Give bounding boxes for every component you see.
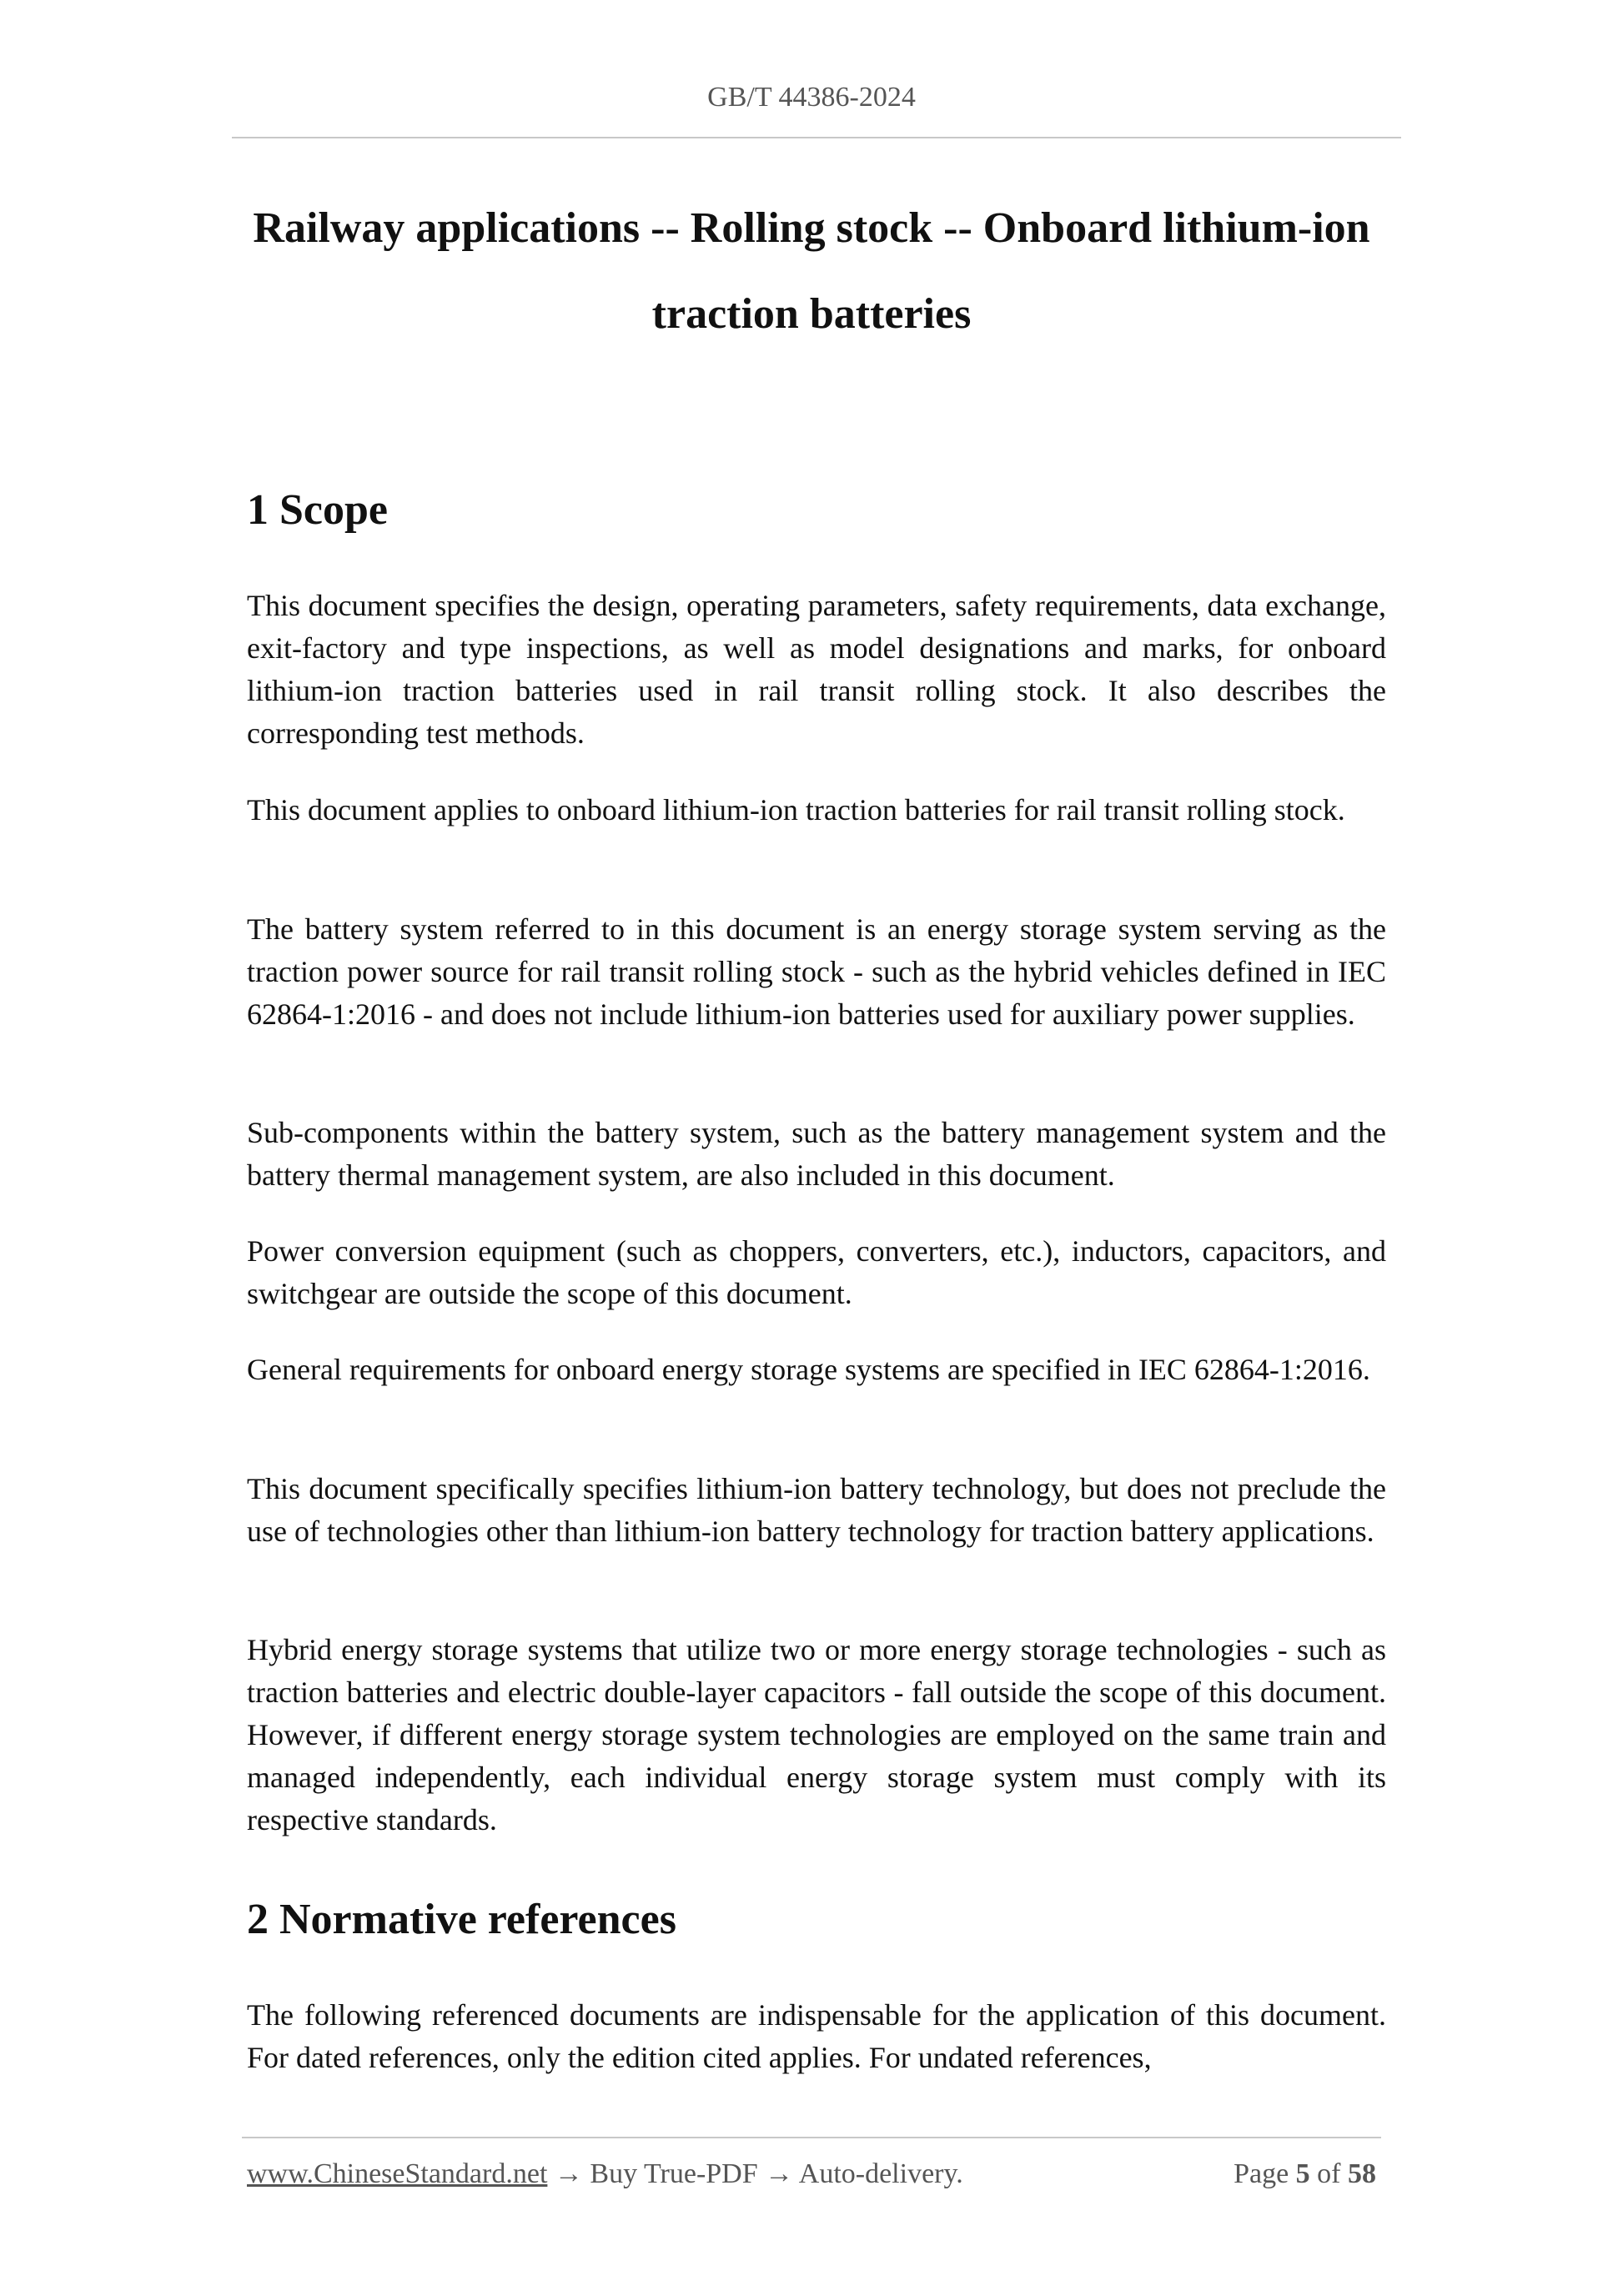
footer-divider: [242, 2137, 1381, 2138]
scope-paragraph-5: Power conversion equipment (such as choppers, converters, etc.), inductors, capacitors, and switchgear are outside the scope of this document.: [247, 1234, 1386, 1310]
page-header-standard-code: GB/T 44386-2024: [707, 82, 916, 113]
page-of-label: of: [1317, 2158, 1341, 2189]
page-current: 5: [1295, 2158, 1310, 2189]
scope-paragraph-6: General requirements for onboard energy storage systems are specified in IEC 62864-1:2016.: [247, 1353, 1370, 1386]
section-heading-normative-references: 2 Normative references: [247, 1896, 676, 1943]
normative-references-paragraph-1: The following referenced documents are indispensable for the application of this document. For dated references, only the edition cited applies. For undated references,: [247, 1998, 1386, 2074]
page-label: Page: [1234, 2158, 1289, 2189]
scope-paragraph-2: This document applies to onboard lithium-ion traction batteries for rail transit rolling stock.: [247, 793, 1345, 826]
arrow-right-icon: →: [765, 2158, 794, 2189]
document-title-line-1: Railway applications -- Rolling stock -- Onboard lithium-ion: [253, 204, 1370, 252]
section-heading-scope: 1 Scope: [247, 486, 388, 534]
scope-paragraph-7: This document specifically specifies lithium-ion battery technology, but does not preclude the use of technologies other than lithium-ion battery technology for traction battery applications.: [247, 1472, 1386, 1548]
page-number: [1234, 2158, 1376, 2190]
scope-paragraph-4: Sub-components within the battery system, such as the battery management system and the battery thermal management system, are also included in this document.: [247, 1116, 1386, 1192]
scope-paragraph-1: This document specifies the design, operating parameters, safety requirements, data exchange, exit-factory and type inspections, as well as model designations and marks, for onboard lithium-ion traction batteries used in rail transit rolling stock. It also describes the corresponding test methods.: [247, 589, 1386, 750]
arrow-right-icon: →: [554, 2158, 583, 2189]
page-footer: [247, 2158, 1376, 2190]
auto-delivery-text: Auto-delivery.: [798, 2158, 963, 2189]
scope-paragraph-3: The battery system referred to in this document is an energy storage system serving as the traction power source for rail transit rolling stock - such as the hybrid vehicles defined in IEC 62864-1:2016 - and does not include lithium-ion batteries used for auxiliary power supplies.: [247, 912, 1386, 1031]
scope-paragraph-8: Hybrid energy storage systems that utilize two or more energy storage technologies - such as traction batteries and electric double-layer capacitors - fall outside the scope of this document. However, if different energy storage system technologies are employed on the same train and managed independently, each individual energy storage system must comply with its respective standards.: [247, 1633, 1386, 1836]
document-title: [192, 185, 1431, 357]
document-title-line-2: traction batteries: [651, 290, 972, 338]
chinese-standard-link[interactable]: www.ChineseStandard.net: [247, 2158, 548, 2189]
buy-true-pdf-text: Buy True-PDF: [590, 2158, 758, 2189]
header-divider: [232, 137, 1401, 138]
page-total: 58: [1348, 2158, 1376, 2189]
footer-promo: [247, 2158, 963, 2190]
